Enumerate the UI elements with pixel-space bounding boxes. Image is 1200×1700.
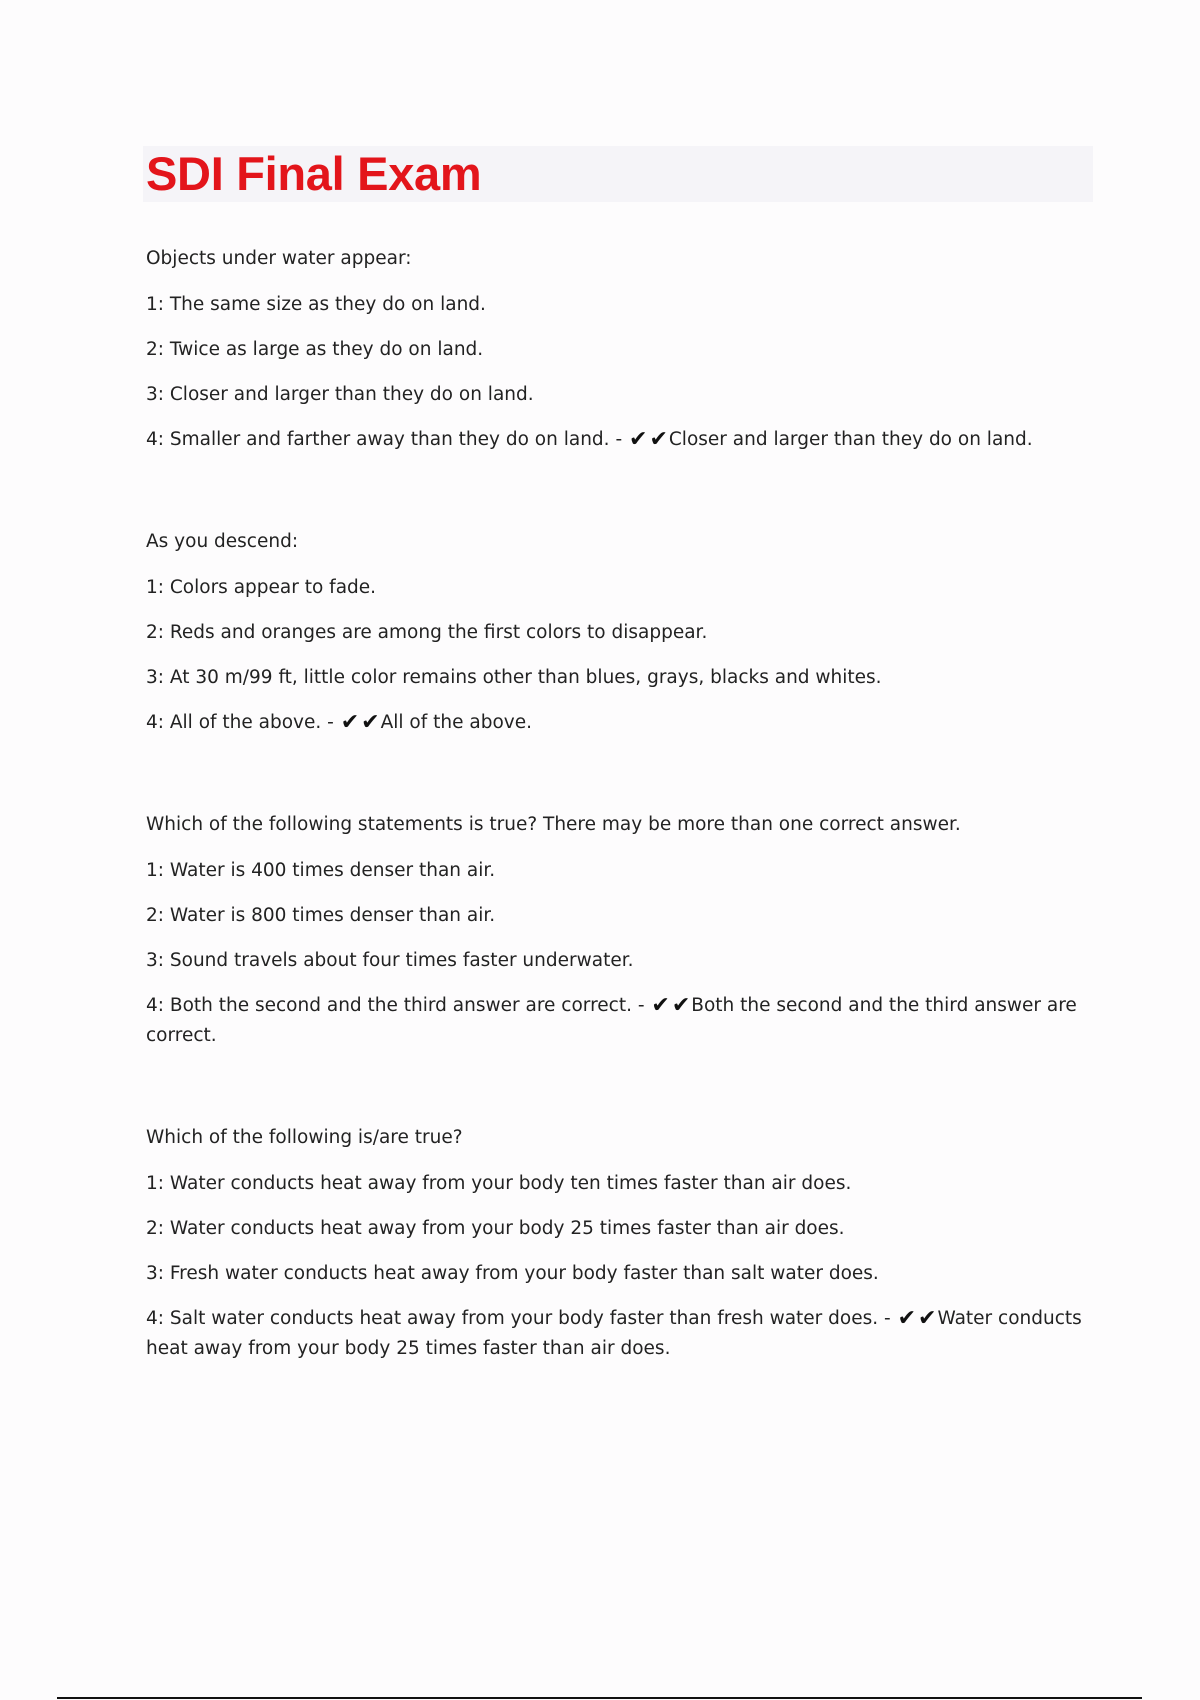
question-prompt: Which of the following statements is true? There may be more than one correct answer. [146, 814, 961, 835]
question-1 [146, 244, 1086, 455]
answer-option-4 [146, 425, 1086, 455]
answer-option-2: 2: Twice as large as they do on land. [146, 339, 484, 360]
answer-option-4 [146, 1304, 1086, 1364]
check-icon: ✔ [340, 710, 360, 735]
question-separator [146, 766, 1086, 810]
correct-answer: Water conducts heat away from your body 25 times faster than air does. [146, 1308, 1082, 1359]
check-icon: ✔ [671, 993, 691, 1018]
check-icon: ✔ [651, 993, 670, 1018]
check-icon: ✔ [918, 1306, 937, 1331]
question-list [146, 244, 1086, 1392]
question-separator [146, 1079, 1086, 1123]
question-separator [146, 483, 1086, 527]
answer-option-3: 3: Closer and larger than they do on land. [146, 384, 534, 405]
footer-divider [57, 1697, 1142, 1699]
answer-option-4-text: 4: All of the above. - [146, 712, 334, 733]
answer-option-2: 2: Reds and oranges are among the first colors to disappear. [146, 622, 708, 643]
answer-option-4-text: 4: Smaller and farther away than they do on land. - [146, 429, 623, 450]
answer-option-2: 2: Water conducts heat away from your body 25 times faster than air does. [146, 1218, 845, 1239]
answer-option-3: 3: Sound travels about four times faster underwater. [146, 950, 634, 971]
answer-option-3: 3: At 30 m/99 ft, little color remains other than blues, grays, blacks and whites. [146, 667, 882, 688]
answer-option-1: 1: The same size as they do on land. [146, 294, 486, 315]
check-icon: ✔ [897, 1306, 917, 1331]
answer-option-4 [146, 708, 1086, 738]
question-prompt: Which of the following is/are true? [146, 1127, 463, 1148]
correct-answer: Both the second and the third answer are correct. [146, 995, 1077, 1046]
answer-option-1: 1: Colors appear to fade. [146, 577, 377, 598]
answer-option-4-text: 4: Salt water conducts heat away from your body faster than fresh water does. - [146, 1308, 891, 1329]
check-icon: ✔ [361, 710, 380, 735]
question-4 [146, 1123, 1086, 1364]
correct-answer: Closer and larger than they do on land. [668, 429, 1033, 450]
question-2 [146, 527, 1086, 738]
check-icon: ✔ [629, 427, 648, 452]
answer-option-1: 1: Water conducts heat away from your body ten times faster than air does. [146, 1173, 852, 1194]
page-title: SDI Final Exam [146, 147, 482, 200]
answer-option-4 [146, 991, 1086, 1051]
question-3 [146, 810, 1086, 1051]
answer-option-2: 2: Water is 800 times denser than air. [146, 905, 496, 926]
answer-option-1: 1: Water is 400 times denser than air. [146, 860, 496, 881]
question-prompt: As you descend: [146, 531, 299, 552]
correct-answer: All of the above. [380, 712, 532, 733]
answer-option-4-text: 4: Both the second and the third answer are correct. - [146, 995, 645, 1016]
answer-option-3: 3: Fresh water conducts heat away from your body faster than salt water does. [146, 1263, 879, 1284]
check-icon: ✔ [649, 427, 668, 452]
question-prompt: Objects under water appear: [146, 248, 412, 269]
